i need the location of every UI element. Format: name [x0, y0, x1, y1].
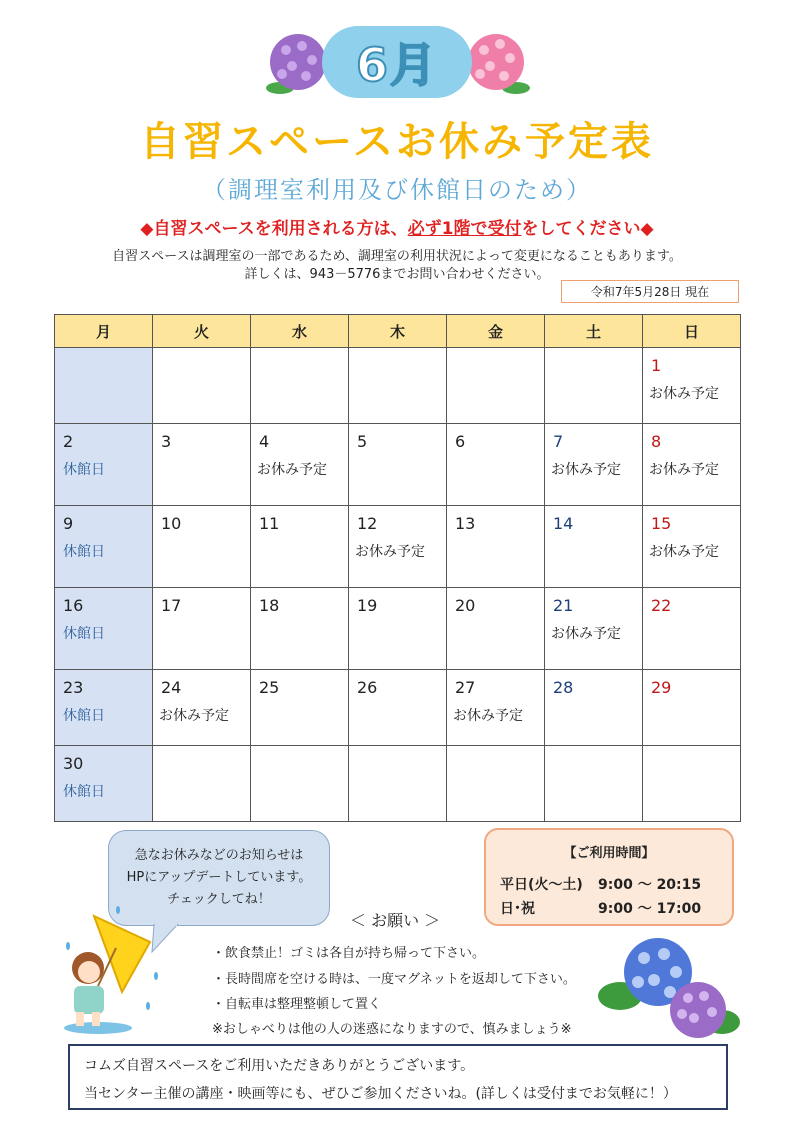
calendar-day-cell — [251, 746, 349, 822]
closed-day-label: 休館日 — [63, 544, 105, 560]
calendar-day-cell — [545, 670, 643, 746]
month-label: 6月 — [355, 38, 438, 92]
day-off-label: お休み予定 — [355, 544, 425, 560]
day-number: 2 — [63, 432, 74, 451]
day-number: 9 — [63, 514, 74, 533]
hydrangea-blue-illustration — [598, 936, 740, 1042]
request-item: ・自転車は整理整頓して置く — [212, 997, 382, 1012]
day-number: 30 — [63, 754, 84, 773]
calendar-day-cell — [153, 588, 251, 670]
calendar-day-cell — [447, 588, 545, 670]
closed-day-label: 休館日 — [63, 708, 105, 724]
notice-emphasis: 必ず1階で受付 — [407, 219, 522, 239]
calendar-day-cell — [153, 670, 251, 746]
day-number: 19 — [357, 596, 378, 615]
closed-day-label: 休館日 — [63, 784, 105, 800]
page-subtitle: （調理室利用及び休館日のため） — [202, 176, 592, 204]
calendar-day-cell — [545, 588, 643, 670]
day-number: 14 — [553, 514, 574, 533]
day-number: 18 — [259, 596, 280, 615]
calendar-day-cell — [349, 348, 447, 424]
bubble-line: HPにアップデートしています。 — [126, 870, 312, 885]
hours-time: 9:00 ～ 17:00 — [598, 901, 702, 917]
calendar-day-cell — [55, 506, 153, 588]
calendar-day-cell — [349, 588, 447, 670]
calendar-day-cell — [643, 746, 741, 822]
calendar-day-cell — [447, 424, 545, 506]
calendar-day-cell — [55, 424, 153, 506]
calendar-day-cell — [251, 670, 349, 746]
day-number: 4 — [259, 432, 270, 451]
girl-umbrella-illustration — [58, 906, 168, 1036]
weekday-header: 土 — [545, 315, 643, 348]
day-number: 11 — [259, 514, 280, 533]
calendar-day-cell — [55, 588, 153, 670]
footer-line: 当センター主催の講座・映画等にも、ぜひご参加くださいね。(詳しくは受付までお気軽に！） — [84, 1086, 677, 1102]
day-number: 16 — [63, 596, 84, 615]
calendar-day-cell — [251, 424, 349, 506]
calendar-day-cell — [643, 506, 741, 588]
calendar-day-cell — [447, 348, 545, 424]
day-number: 27 — [455, 678, 476, 697]
hydrangea-right-illustration — [462, 30, 534, 100]
day-number: 20 — [455, 596, 476, 615]
hours-label: 日･祝 — [500, 901, 535, 917]
calendar-day-cell — [251, 348, 349, 424]
calendar-day-cell — [55, 670, 153, 746]
bubble-line: 急なお休みなどのお知らせは — [134, 848, 304, 863]
month-badge — [322, 26, 472, 98]
calendar-day-cell — [349, 506, 447, 588]
day-number: 23 — [63, 678, 84, 697]
calendar-day-cell — [545, 424, 643, 506]
calendar-week-row — [55, 746, 741, 822]
notice-prefix: ◆自習スペースを利用される方は、 — [140, 219, 408, 239]
calendar-week-row — [55, 424, 741, 506]
description-line-2: 詳しくは、943－5776までお問い合わせください。 — [244, 267, 550, 282]
request-item: ・飲食禁止！ゴミは各自が持ち帰って下さい。 — [212, 946, 486, 961]
calendar-day-cell — [545, 506, 643, 588]
day-number: 8 — [651, 432, 662, 451]
calendar-day-cell — [153, 506, 251, 588]
day-off-label: お休み予定 — [453, 708, 523, 724]
calendar-day-cell — [153, 348, 251, 424]
as-of-date: 令和7年5月28日 現在 — [561, 280, 739, 303]
calendar-week-row — [55, 506, 741, 588]
footer-line: コムズ自習スペースをご利用いただきありがとうございます。 — [84, 1058, 475, 1074]
day-off-label: お休み予定 — [551, 462, 621, 478]
day-number: 5 — [357, 432, 368, 451]
schedule-calendar — [54, 314, 741, 822]
closed-day-label: 休館日 — [63, 626, 105, 642]
calendar-day-cell — [251, 588, 349, 670]
day-number: 25 — [259, 678, 280, 697]
day-number: 24 — [161, 678, 182, 697]
calendar-day-cell — [55, 746, 153, 822]
closed-day-label: 休館日 — [63, 462, 105, 478]
day-number: 7 — [553, 432, 564, 451]
weekday-header: 日 — [643, 315, 741, 348]
day-number: 12 — [357, 514, 378, 533]
day-number: 29 — [651, 678, 672, 697]
day-number: 17 — [161, 596, 182, 615]
request-item: ※おしゃべりは他の人の迷惑になりますので、慎みましょう※ — [212, 1022, 572, 1037]
day-number: 6 — [455, 432, 466, 451]
calendar-day-cell — [643, 670, 741, 746]
calendar-day-cell — [447, 506, 545, 588]
weekday-header-row — [55, 315, 741, 348]
hours-title: 【ご利用時間】 — [563, 846, 655, 861]
day-off-label: お休み予定 — [649, 544, 719, 560]
day-number: 13 — [455, 514, 476, 533]
calendar-day-cell — [643, 424, 741, 506]
opening-hours-box — [484, 828, 734, 926]
notice-suffix: をしてください◆ — [521, 219, 654, 239]
weekday-header: 木 — [349, 315, 447, 348]
hours-time: 9:00 ～ 20:15 — [598, 877, 702, 893]
calendar-day-cell — [643, 588, 741, 670]
description-line-1: 自習スペースは調理室の一部であるため、調理室の利用状況によって変更になることもあります。 — [112, 249, 682, 264]
day-number: 28 — [553, 678, 574, 697]
calendar-day-cell — [447, 670, 545, 746]
weekday-header: 月 — [55, 315, 153, 348]
calendar-day-cell — [251, 506, 349, 588]
weekday-header: 火 — [153, 315, 251, 348]
day-number: 22 — [651, 596, 672, 615]
calendar-day-cell — [153, 746, 251, 822]
calendar-day-cell — [447, 746, 545, 822]
calendar-day-cell — [643, 348, 741, 424]
calendar-day-cell — [545, 348, 643, 424]
day-number: 3 — [161, 432, 172, 451]
calendar-day-cell — [153, 424, 251, 506]
reception-notice — [0, 214, 794, 239]
day-off-label: お休み予定 — [649, 386, 719, 402]
day-off-label: お休み予定 — [649, 462, 719, 478]
calendar-day-cell — [55, 348, 153, 424]
calendar-day-cell — [349, 670, 447, 746]
day-number: 10 — [161, 514, 182, 533]
day-number: 1 — [651, 356, 662, 375]
day-number: 26 — [357, 678, 378, 697]
calendar-week-row — [55, 588, 741, 670]
hours-row-weekday — [500, 874, 702, 894]
bubble-line: チェックしてね！ — [167, 892, 271, 907]
calendar-day-cell — [545, 746, 643, 822]
request-item: ・長時間席を空ける時は、一度マグネットを返却して下さい。 — [212, 972, 576, 987]
day-off-label: お休み予定 — [551, 626, 621, 642]
calendar-week-row — [55, 348, 741, 424]
calendar-week-row — [55, 670, 741, 746]
day-number: 21 — [553, 596, 574, 615]
weekday-header: 金 — [447, 315, 545, 348]
page-title: 自習スペースお休み予定表 — [140, 119, 654, 165]
day-off-label: お休み予定 — [257, 462, 327, 478]
footer-message — [68, 1044, 728, 1110]
day-off-label: お休み予定 — [159, 708, 229, 724]
calendar-day-cell — [349, 746, 447, 822]
requests-heading: ＜ お願い ＞ — [350, 911, 441, 930]
calendar-day-cell — [349, 424, 447, 506]
hours-row-holiday — [500, 898, 702, 918]
day-number: 15 — [651, 514, 672, 533]
hours-label: 平日(火～土) — [500, 877, 583, 893]
weekday-header: 水 — [251, 315, 349, 348]
